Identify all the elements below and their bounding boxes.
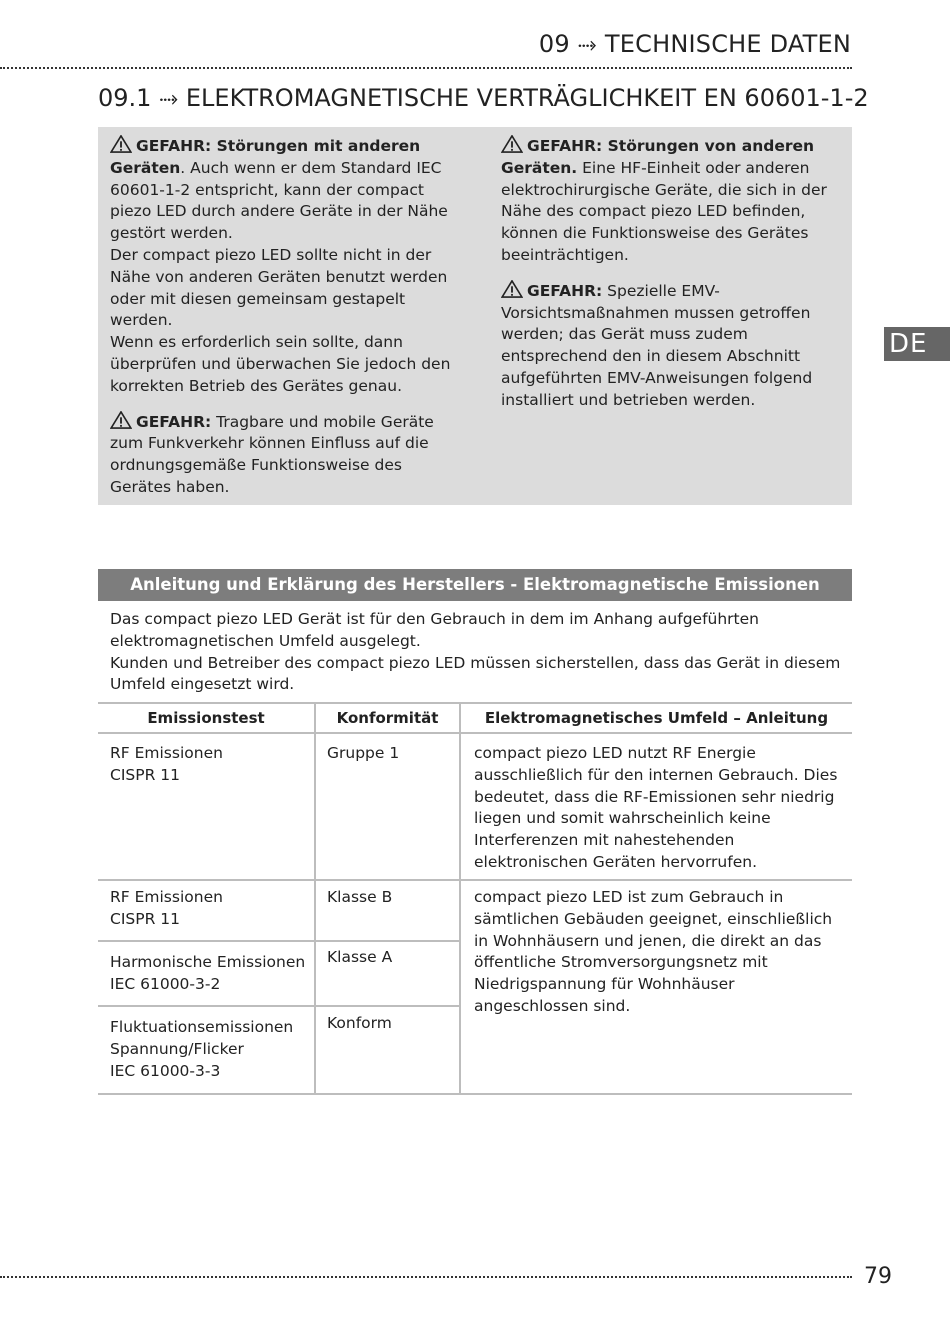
header-divider xyxy=(0,67,852,69)
warning-interference-with-devices xyxy=(110,135,455,398)
section-title: 09.1 ⤑ ELEKTROMAGNETISCHE VERTRÄGLICHKEIT EN 60601-1-2 xyxy=(98,84,869,112)
warning-label: GEFAHR: xyxy=(136,412,212,431)
test-standard: IEC 61000-3-2 xyxy=(110,974,221,993)
table-cell-test xyxy=(110,952,310,996)
warning-text: Spezielle EMV-Vorsichtsmaßnahmen mussen getroffen werden; das Gerät muss zudem entsprechend den in diesem Abschnitt aufgeführten EMV-Anweisungen folgend installiert und betrieben werden. xyxy=(501,281,813,409)
warning-label: GEFAHR: xyxy=(527,137,603,155)
warning-triangle-icon xyxy=(110,411,132,429)
test-parameter: Spannung/Flicker xyxy=(110,1039,244,1058)
table-banner: Anleitung und Erklärung des Herstellers - Elektromagnetische Emissionen xyxy=(98,569,852,601)
table-divider xyxy=(314,702,316,1095)
warning-heading: Störungen mit anderen Geräten xyxy=(110,137,421,177)
test-name: Harmonische Emissionen xyxy=(110,953,306,971)
warning-label: GEFAHR: xyxy=(136,137,212,155)
table-cell-test xyxy=(110,743,310,787)
table-cell-conformity: Konform xyxy=(327,1014,392,1032)
chapter-title: 09 ⤑ TECHNISCHE DATEN xyxy=(538,30,851,58)
warning-text: Eine HF-Einheit oder anderen elektrochirurgische Geräte, die sich in der Nähe des compact piezo LED befinden, können die Funktionsweise des Gerätes beeinträchtigen. xyxy=(501,158,827,264)
warning-heading: Störungen von anderen Geräten. xyxy=(501,137,815,177)
warning-triangle-icon xyxy=(501,280,523,298)
test-standard: CISPR 11 xyxy=(110,909,180,928)
warning-triangle-icon xyxy=(110,135,132,153)
table-cell-guidance: compact piezo LED ist zum Gebrauch in sämtlichen Gebäuden geeignet, einschließlich in Wohnhäusern und jenen, die direkt an das öffentliche Stromversorgungsnetz mit Niedrigspannung für Wohnhäuser angeschlossen sind. xyxy=(474,888,833,1015)
warning-emc-precautions xyxy=(501,280,841,412)
table-rule xyxy=(98,702,852,704)
warning-label: GEFAHR: xyxy=(527,281,603,300)
table-rule xyxy=(98,940,460,942)
table-rule xyxy=(98,1093,852,1095)
warning-text: Tragbare und mobile Geräte zum Funkverkehr können Einfluss auf die ordnungsgemäße Funktionsweise des Gerätes haben. xyxy=(110,412,434,496)
warning-portable-devices xyxy=(110,411,455,499)
table-intro xyxy=(110,609,850,696)
table-header-conformity: Konformität xyxy=(336,709,439,727)
table-rule xyxy=(98,732,852,734)
table-cell-test xyxy=(110,887,310,931)
table-header-emission-test: Emissionstest xyxy=(147,709,265,727)
warning-text-extra: Wenn es erforderlich sein sollte, dann überprüfen und überwachen Sie jedoch den korrekten Betrieb des Gerätes genau. xyxy=(110,333,451,395)
warning-interference-from-devices xyxy=(501,135,841,267)
table-rule xyxy=(98,879,852,881)
table-cell-conformity: Klasse B xyxy=(327,888,393,906)
table-cell-conformity: Klasse A xyxy=(327,948,393,966)
warning-triangle-icon xyxy=(501,135,523,153)
test-name: RF Emissionen xyxy=(110,744,223,762)
table-cell-guidance: compact piezo LED nutzt RF Energie ausschließlich für den internen Gebrauch. Dies bedeutet, dass die RF-Emissionen sehr niedrig liegen und somit wahrscheinlich keine Interferenzen mit nahestehenden elektronischen Geräten hervorrufen. xyxy=(474,744,838,871)
warning-box xyxy=(98,127,852,505)
table-intro-line: Kunden und Betreiber des compact piezo LED müssen sicherstellen, dass das Gerät in diesem Umfeld eingesetzt wird. xyxy=(110,653,841,694)
language-tab: DE xyxy=(884,327,950,361)
page-number: 79 xyxy=(864,1264,892,1289)
table-cell-conformity: Gruppe 1 xyxy=(327,744,400,762)
table-header-guidance: Elektromagnetisches Umfeld – Anleitung xyxy=(484,709,829,727)
test-standard: IEC 61000-3-3 xyxy=(110,1061,221,1080)
table-divider xyxy=(459,702,461,1095)
table-intro-line: Das compact piezo LED Gerät ist für den Gebrauch in dem im Anhang aufgeführten elektromagnetischen Umfeld ausgelegt. xyxy=(110,610,759,650)
warning-column-left xyxy=(110,135,455,512)
warning-text: . Auch wenn er dem Standard IEC 60601-1-2 entspricht, kann der compact piezo LED durch andere Geräte in der Nähe gestört werden. xyxy=(110,158,448,243)
table-cell-test xyxy=(110,1017,310,1082)
footer-divider xyxy=(0,1276,852,1278)
table-rule xyxy=(98,1005,460,1007)
test-name: Fluktuationsemissionen xyxy=(110,1018,294,1036)
warning-column-right xyxy=(501,135,841,425)
test-standard: CISPR 11 xyxy=(110,765,180,784)
test-name: RF Emissionen xyxy=(110,888,223,906)
warning-text-extra: Der compact piezo LED sollte nicht in der Nähe von anderen Geräten benutzt werden oder mit diesen gemeinsam gestapelt werden. xyxy=(110,245,448,330)
